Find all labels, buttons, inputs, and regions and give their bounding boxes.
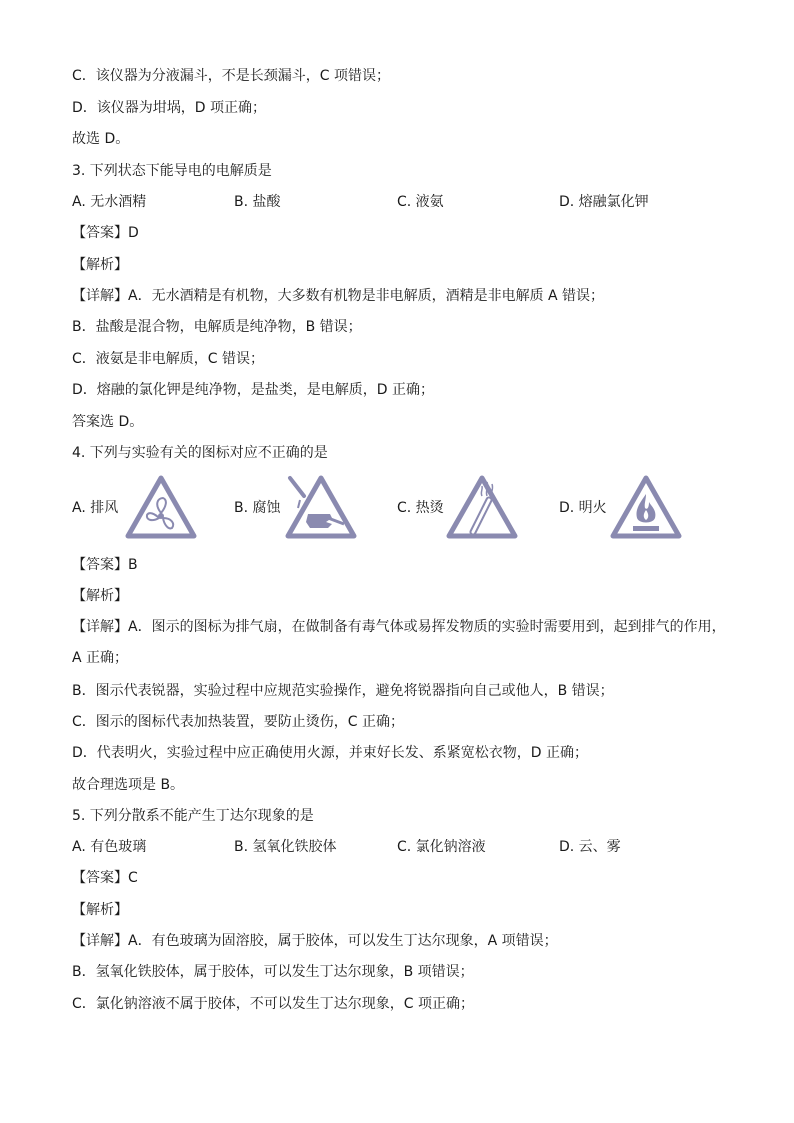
question-5-options [72, 837, 752, 857]
explanation-line: D．熔融的氯化钾是纯净物，是盐类，是电解质，D 正确； [72, 382, 435, 398]
option-a [72, 474, 202, 542]
fan-warning-icon [124, 474, 198, 540]
option-a: A. 有色玻璃 [72, 839, 147, 855]
analysis-label: 【解析】 [72, 902, 128, 918]
option-c: C. 液氨 [397, 194, 444, 210]
option-c: C. 氯化钠溶液 [397, 839, 486, 855]
analysis-label: 【解析】 [72, 588, 128, 604]
option-d [559, 474, 689, 542]
explanation-line: 【详解】A．无水酒精是有机物，大多数有机物是非电解质，酒精是非电解质 A 错误； [72, 288, 605, 304]
question-3-stem: 3. 下列状态下能导电的电解质是 [72, 163, 272, 179]
analysis-label: 【解析】 [72, 257, 128, 273]
explanation-line: D．代表明火，实验过程中应正确使用火源，并束好长发、系紧宽松衣物，D 正确； [72, 745, 589, 761]
corrosion-warning-icon [284, 474, 358, 540]
option-a: A. 无水酒精 [72, 194, 147, 210]
explanation-line: C．液氨是非电解质，C 错误； [72, 351, 265, 367]
option-b-label: B. 腐蚀 [234, 500, 281, 516]
answer-label: 【答案】B [72, 557, 138, 573]
question-5-stem: 5. 下列分散系不能产生丁达尔现象的是 [72, 808, 314, 824]
option-d: D. 熔融氯化钾 [559, 194, 649, 210]
answer-label: 【答案】C [72, 870, 138, 886]
option-c-label: C. 热烫 [397, 500, 444, 516]
question-4-stem: 4. 下列与实验有关的图标对应不正确的是 [72, 445, 328, 461]
text-line: D．该仪器为坩埚，D 项正确； [72, 100, 267, 116]
option-c [397, 474, 527, 542]
option-a-label: A. 排风 [72, 500, 119, 516]
option-d-label: D. 明火 [559, 500, 607, 516]
explanation-line: 故合理选项是 B。 [72, 777, 185, 793]
open-flame-warning-icon [609, 474, 683, 540]
option-d: D. 云、雾 [559, 839, 621, 855]
explanation-line: 【详解】A．图示的图标为排气扇，在做制备有毒气体或易挥发物质的实验时需要用到，起到排气的作用，A 正确； [72, 619, 726, 666]
explanation-line: B．图示代表锐器，实验过程中应规范实验操作，避免将锐器指向自己或他人，B 错误； [72, 683, 614, 699]
hot-surface-warning-icon [445, 474, 519, 540]
question-3-options [72, 192, 752, 212]
answer-label: 【答案】D [72, 225, 139, 241]
explanation-line: B．盐酸是混合物，电解质是纯净物，B 错误； [72, 319, 362, 335]
explanation-line: C．图示的图标代表加热装置，要防止烫伤，C 正确； [72, 714, 404, 730]
explanation-line: 答案选 D。 [72, 414, 144, 430]
text-line: 故选 D。 [72, 131, 130, 147]
option-b: B. 盐酸 [234, 194, 281, 210]
option-b: B. 氢氧化铁胶体 [234, 839, 337, 855]
question-4-options [72, 474, 752, 542]
text-line: C．该仪器为分液漏斗，不是长颈漏斗，C 项错误； [72, 68, 390, 84]
explanation-line: B．氢氧化铁胶体，属于胶体，可以发生丁达尔现象，B 项错误； [72, 964, 474, 980]
explanation-line: C．氯化钠溶液不属于胶体，不可以发生丁达尔现象，C 项正确； [72, 996, 474, 1012]
explanation-line: 【详解】A．有色玻璃为固溶胶，属于胶体，可以发生丁达尔现象，A 项错误； [72, 933, 558, 949]
option-b [234, 474, 364, 542]
